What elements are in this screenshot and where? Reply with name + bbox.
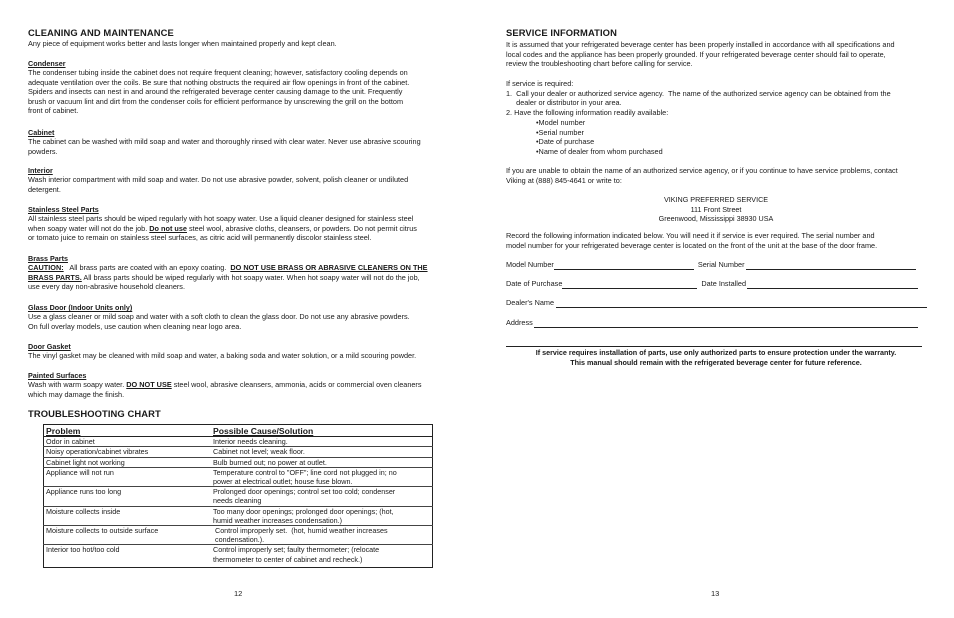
painted-text-part: Wash with warm soapy water.	[28, 380, 127, 389]
unable-text	[506, 166, 898, 185]
dealer-row	[506, 298, 938, 308]
cause-line: Cabinet not level; weak floor.	[213, 447, 305, 457]
left-page	[28, 0, 448, 618]
painted-text	[28, 380, 422, 399]
gasket-heading: Door Gasket	[28, 342, 71, 351]
glassdoor-line: Use a glass cleaner or mild soap and water with a soft cloth to clean the glass door. Do not use any abrasive powders.	[28, 312, 410, 321]
interior-line: Wash interior compartment with mild soap and water. Do not use abrasive powder, solvent, polish cleaner or undiluted	[28, 175, 409, 184]
step-line: 1. Call your dealer or authorized service agency. The name of the authorized service agency can be obtained from the	[506, 88, 891, 98]
model-number-label: Model Number	[506, 260, 554, 269]
brass-line	[28, 263, 428, 273]
condenser-line: The condenser tubing inside the cabinet does not require frequent cleaning; however, satisfactory cooling depends on	[28, 68, 408, 77]
cause-line: power at electrical outlet; house fuse blown.	[213, 477, 353, 487]
table-row	[44, 467, 433, 486]
problem-cell: Appliance will not run	[44, 467, 212, 486]
date-row	[506, 279, 938, 289]
cabinet-line: The cabinet can be washed with mild soap and water and thoroughly rinsed with clear water. Never use abrasive scouring	[28, 137, 421, 146]
brass-text-part: All brass parts are coated with an epoxy coating.	[63, 263, 231, 272]
troubleshooting-title: TROUBLESHOOTING CHART	[28, 408, 161, 419]
cause-line: Bulb burned out; no power at outlet.	[213, 457, 327, 467]
brass-heading: Brass Parts	[28, 254, 68, 263]
page-number-right: 13	[711, 589, 720, 598]
cause-cell	[211, 447, 433, 457]
problem-cell: Moisture collects inside	[44, 506, 212, 525]
list-item: •Name of dealer from whom purchased	[536, 146, 663, 156]
date-installed-label: Date Installed	[701, 279, 747, 288]
brass-line	[28, 273, 428, 283]
painted-heading: Painted Surfaces	[28, 371, 87, 380]
service-steps	[506, 79, 891, 117]
dealer-name-field[interactable]	[556, 299, 927, 308]
stainless-text	[28, 214, 417, 243]
intro-line: local codes and the appliance has been properly grounded. If your refrigerated beverage center should fail to operate,	[506, 49, 886, 59]
condenser-text	[28, 68, 409, 116]
service-intro	[506, 40, 895, 69]
table-row	[44, 487, 433, 506]
list-item: •Model number	[536, 118, 586, 127]
warranty-footer	[506, 348, 926, 367]
cabinet-text	[28, 137, 421, 156]
painted-line	[28, 380, 422, 390]
info-bullet-list	[536, 118, 663, 156]
brass-text	[28, 263, 428, 292]
cause-line: condensation.).	[213, 535, 265, 545]
address-field[interactable]	[534, 319, 918, 328]
table-row	[44, 447, 433, 457]
cause-line: Control improperly set; faulty thermometer; (relocate	[213, 545, 380, 555]
cause-cell	[211, 526, 433, 545]
footer-line: If service requires installation of parts, use only authorized parts to ensure protection under the warranty.	[535, 348, 897, 357]
condenser-line: brush or vacuum lint and dirt from the condenser coils for efficient performance by unscrewing the grill on the bottom	[28, 96, 404, 106]
date-installed-field[interactable]	[747, 280, 918, 289]
cleaning-intro: Any piece of equipment works better and lasts longer when maintained properly and kept clean.	[28, 39, 337, 48]
address-line: Greenwood, Mississippi 38930 USA	[658, 214, 774, 224]
stainless-text-part: when soapy water will not do the job.	[28, 223, 150, 233]
cause-line: Temperature control to "OFF"; line cord not plugged in; no	[213, 467, 397, 477]
table-row	[44, 545, 433, 567]
right-page	[506, 0, 926, 618]
stainless-line: or tomato juice to remain on stainless steel surfaces, as citric acid will permanently discolor stainless steel.	[28, 233, 372, 243]
caution-label: CAUTION:	[28, 263, 64, 272]
if-required-label: If service is required:	[506, 79, 574, 88]
problem-cell: Interior too hot/too cold	[46, 545, 120, 555]
glassdoor-line: On full overlay models, use caution when cleaning near logo area.	[28, 321, 242, 331]
step-line: dealer or distributor in your area.	[506, 98, 622, 108]
stainless-text-part: steel wool, abrasive cloths, cleansers, or powders. Do not permit citrus	[186, 223, 417, 233]
troubleshooting-table	[43, 424, 433, 568]
address-line: VIKING PREFERRED SERVICE	[663, 195, 769, 204]
do-not-use-emphasis: DO NOT USE	[126, 380, 172, 389]
glassdoor-text	[28, 312, 410, 331]
intro-line: review the troubleshooting chart before calling for service.	[506, 59, 693, 69]
record-text	[506, 231, 877, 250]
page-number-left: 12	[234, 589, 243, 598]
interior-text	[28, 175, 408, 194]
cabinet-heading: Cabinet	[28, 128, 55, 137]
record-line: Record the following information indicated below. You will need it if service is ever required. The serial number and	[506, 231, 875, 240]
interior-line: detergent.	[28, 184, 61, 194]
cause-cell	[211, 545, 433, 567]
address-field-second-line[interactable]	[506, 338, 922, 347]
cleaning-title: CLEANING AND MAINTENANCE	[28, 27, 174, 38]
problem-column-header: Problem	[44, 425, 212, 437]
step-line: 2. Have the following information readily available:	[506, 107, 669, 117]
condenser-line: Spiders and insects can nest in and around the refrigerated beverage center causing damage to the unit. Frequently	[28, 87, 403, 97]
service-title: SERVICE INFORMATION	[506, 27, 617, 38]
condenser-line: adequate ventilation over the coils. Be sure that nothing obstructs the required air flow openings in front of the cabinet.	[28, 77, 410, 87]
cause-cell	[211, 487, 433, 506]
address-line: 111 Front Street	[690, 204, 742, 214]
cause-cell	[211, 467, 433, 486]
serial-number-field[interactable]	[746, 261, 916, 270]
cause-line: Prolonged door openings; control set too cold; condenser	[213, 487, 396, 497]
brass-text-part: All brass parts should be wiped regularly with hot soapy water. When hot soapy water will not do the job,	[81, 272, 420, 282]
dealer-name-label: Dealer's Name	[506, 298, 555, 307]
table-row	[44, 457, 433, 467]
cause-cell	[211, 437, 433, 447]
condenser-line: front of cabinet.	[28, 106, 79, 116]
record-line: model number for your refrigerated beverage center is located on the front of the unit at the base of the door frame.	[506, 240, 878, 250]
date-of-purchase-field[interactable]	[562, 280, 697, 289]
cause-cell	[211, 457, 433, 467]
table-header-row	[44, 425, 433, 437]
interior-heading: Interior	[28, 166, 53, 175]
cause-line: humid weather increases condensation.)	[213, 515, 343, 525]
brass-warning-emphasis: BRASS PARTS.	[28, 272, 82, 282]
intro-line: It is assumed that your refrigerated beverage center has been properly installed in accordance with all specifications and	[506, 40, 895, 49]
table-row	[44, 506, 433, 525]
stainless-line	[28, 224, 417, 234]
problem-cell: Appliance runs too long	[44, 487, 212, 506]
gasket-line: The vinyl gasket may be cleaned with mild soap and water, a baking soda and water solution, or a mild scouring powder.	[28, 351, 417, 360]
glassdoor-heading: Glass Door (Indoor Units only)	[28, 303, 133, 312]
address-label: Address	[506, 318, 533, 327]
table-row	[44, 437, 433, 447]
painted-text-part: steel wool, abrasive cleansers, ammonia, acids or commercial oven cleaners	[171, 380, 422, 389]
viking-address-block	[506, 195, 926, 224]
address-row	[506, 318, 938, 328]
brass-warning-emphasis: DO NOT USE BRASS OR ABRASIVE CLEANERS ON THE	[230, 263, 428, 272]
unable-line: If you are unable to obtain the name of an authorized service agency, or if you continue to have service problems, contact	[506, 166, 898, 175]
list-item: •Date of purchase	[536, 137, 595, 147]
cause-line: Control improperly set. (hot, humid weather increases	[213, 526, 388, 536]
table-row	[44, 526, 433, 545]
cause-column-header: Possible Cause/Solution	[211, 425, 433, 437]
stainless-line: All stainless steel parts should be wiped regularly with hot soapy water. Use a liquid cleaner designed for stainless steel	[28, 214, 414, 223]
do-not-use-emphasis: Do not use	[149, 223, 187, 233]
model-number-field[interactable]	[554, 261, 694, 270]
cause-cell	[211, 506, 433, 525]
problem-cell: Moisture collects to outside surface	[44, 526, 212, 545]
brass-line: use every day non-abrasive household cleaners.	[28, 282, 185, 292]
unable-line: Viking at (888) 845-4641 or write to:	[506, 175, 622, 185]
serial-number-label: Serial Number	[697, 260, 745, 269]
problem-cell: Odor in cabinet	[44, 437, 212, 447]
cabinet-line: powders.	[28, 146, 58, 156]
footer-line: This manual should remain with the refrigerated beverage center for future reference.	[570, 357, 862, 367]
list-item: •Serial number	[536, 127, 584, 137]
cause-line: Interior needs cleaning.	[213, 437, 288, 447]
date-of-purchase-label: Date of Purchase	[506, 279, 563, 288]
condenser-heading: Condenser	[28, 59, 66, 68]
problem-cell: Cabinet light not working	[44, 457, 212, 467]
cause-line: Too many door openings; prolonged door openings; (hot,	[213, 506, 394, 516]
painted-line: which may damage the finish.	[28, 389, 125, 399]
gasket-text	[28, 351, 416, 361]
cause-line: needs cleaning	[213, 496, 262, 506]
stainless-heading: Stainless Steel Parts	[28, 205, 99, 214]
cause-line: thermometer to center of cabinet and recheck.)	[213, 554, 363, 564]
model-serial-row	[506, 260, 938, 270]
problem-cell: Noisy operation/cabinet vibrates	[44, 447, 212, 457]
